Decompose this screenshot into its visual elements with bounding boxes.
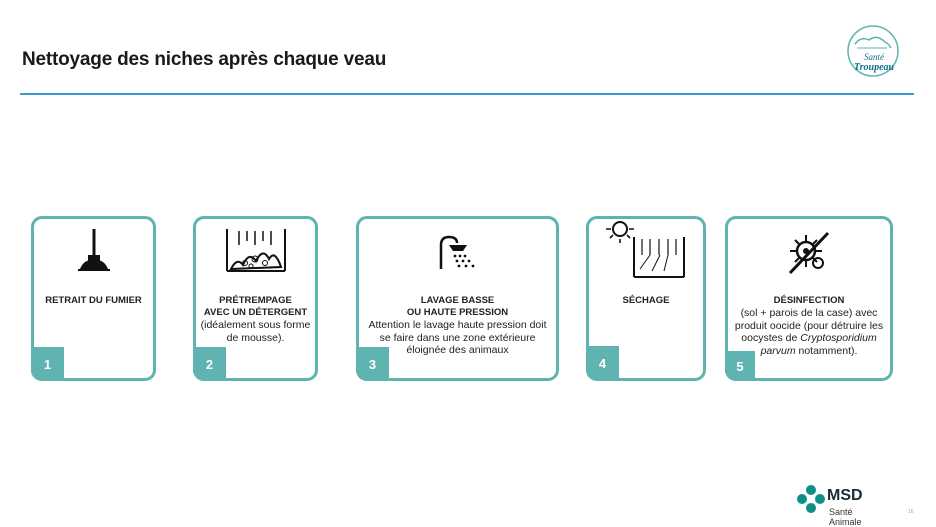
- step-heading: RETRAIT DU FUMIER: [45, 295, 142, 306]
- step-card-1: [31, 216, 156, 381]
- sante-troupeau-logo: [843, 24, 903, 80]
- step-number: 2: [193, 347, 226, 381]
- step-number: 1: [31, 347, 64, 381]
- step-heading: DÉSINFECTION: [773, 295, 845, 306]
- step-description: [732, 307, 886, 357]
- sun-drying-icon: [589, 219, 703, 281]
- step-number: 4: [586, 346, 619, 380]
- step-card-2: [193, 216, 318, 381]
- step-number: 3: [356, 347, 389, 381]
- broom-manure-icon: [34, 227, 153, 273]
- title-divider: [20, 93, 914, 95]
- step-description: (idéalement sous forme de mousse).: [200, 319, 311, 344]
- step-heading: PRÉTREMPAGE AVEC UN DÉTERGENT: [203, 295, 308, 318]
- msd-mark-icon: [797, 485, 825, 513]
- brand-subtitle: Santé Animale: [829, 507, 862, 527]
- step-card-3: [356, 216, 559, 381]
- page-number: 16: [908, 509, 914, 515]
- step-heading: LAVAGE BASSE OU HAUTE PRESSION: [406, 295, 509, 318]
- brand-name: MSD: [827, 487, 863, 504]
- step-description: Attention le lavage haute pression doit se faire dans une zone extérieure éloignée des animaux: [368, 319, 547, 356]
- soaking-foam-icon: [196, 227, 315, 273]
- species-name: Cryptosporidium parvum: [760, 332, 877, 357]
- msd-logo: [797, 485, 887, 527]
- step-number: 5: [725, 351, 755, 381]
- crossed-microbe-icon: [728, 231, 890, 275]
- description-text: notamment).: [795, 344, 858, 357]
- page-title: Nettoyage des niches après chaque veau: [22, 49, 387, 70]
- description-text: (sol + parois de la case) avec produit oocide (pour détruire les oocystes de: [734, 307, 884, 344]
- logo-line1: Santé: [864, 52, 884, 62]
- step-card-5: [725, 216, 893, 381]
- step-card-4: [586, 216, 706, 381]
- step-heading: SÉCHAGE: [622, 295, 670, 306]
- shower-head-icon: [359, 233, 556, 273]
- logo-line2: Troupeau: [853, 62, 895, 73]
